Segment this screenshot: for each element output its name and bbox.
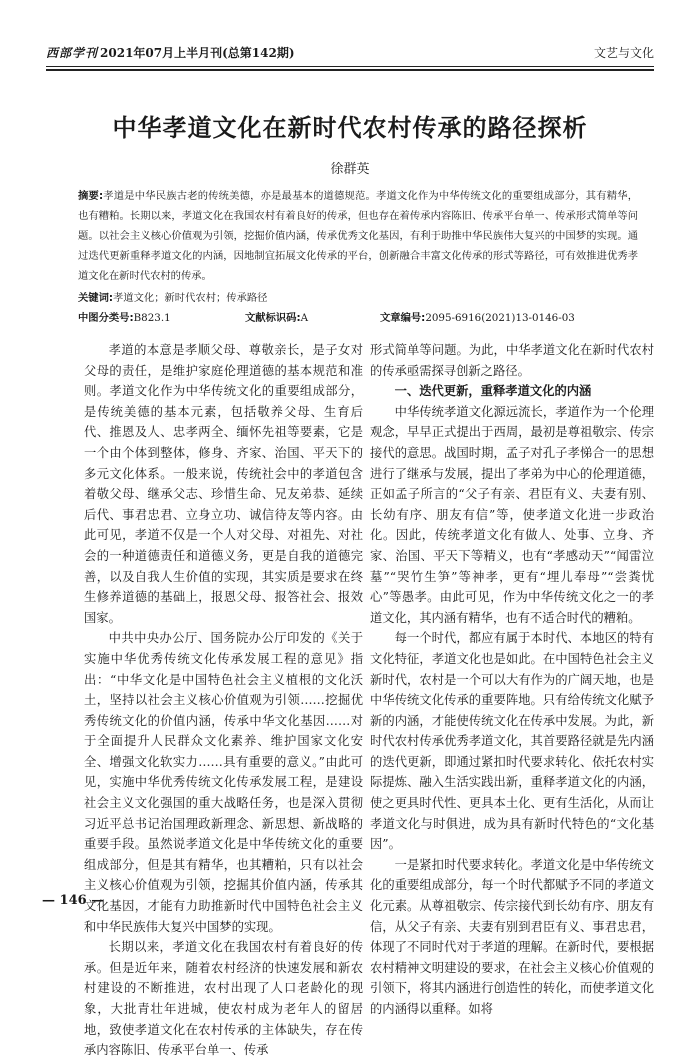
article-number-label: 文章编号: xyxy=(380,312,426,324)
article-number-value: 2095-6916(2021)13-0146-03 xyxy=(425,312,575,324)
body-paragraph: 长期以来，孝道文化在我国农村有着良好的传承。但是近年来，随着农村经济的快速发展和新农村建设的不断推进，农村出现了人口老龄化的现象，大批青壮年进城，使农村成为老年人的留居地，致使孝道文化在农村传承的主体缺失，存在传承内容陈旧、传承平台单一、传承 xyxy=(84,940,363,1058)
issue-info: 2021年07月上半月刊(总第142期) xyxy=(100,46,295,60)
abstract xyxy=(78,186,638,286)
page-number: — 146 — xyxy=(42,893,105,908)
article-title: 中华孝道文化在新时代农村传承的路径探析 xyxy=(112,113,588,142)
article-number xyxy=(380,308,575,328)
body-column-right xyxy=(370,340,654,1020)
abstract-label: 摘要: xyxy=(78,190,104,202)
clc-value: B823.1 xyxy=(133,312,171,324)
keywords-text: 孝道文化；新时代农村；传承路径 xyxy=(113,292,268,304)
body-paragraph: 一是紧扣时代要求转化。孝道文化是中华传统文化的重要组成部分，每一个时代都赋予不同的孝道文化元素。从尊祖敬宗、传宗接代到长幼有序、朋友有信，从父子有亲、夫妻有别到君臣有义、事君忠君，体现了不同时代对于孝道的理解。在新时代，要根据农村精神文明建设的要求，在社会主义核心价值观的引领下，将其内涵进行创造性的转化，而使孝道文化的内涵得以重释。如将 xyxy=(370,857,654,1016)
clc-number xyxy=(78,308,171,328)
document-code xyxy=(245,308,308,328)
article-author: 徐群英 xyxy=(330,162,370,177)
header-rule xyxy=(46,66,654,67)
keywords xyxy=(78,288,638,308)
section-heading: 一、迭代更新，重释孝道文化的内涵 xyxy=(394,384,592,399)
keywords-label: 关键词: xyxy=(78,292,114,304)
body-paragraph: 每一个时代，都应有属于本时代、本地区的特有文化特征，孝道文化也是如此。在中国特色社会主义新时代，农村是一个可以大有作为的广阔天地，也是中华传统文化传承的重要阵地。只有给传统文化赋予新的内涵，才能使传统文化在传承中发展。为此，新时代农村传承优秀孝道文化，其首要路径就是先内涵的迭代更新，即通过紧扣时代要求转化、依托农村实际提炼、融入生活实践出新，重释孝道文化的内涵，使之更具时代性、更具本土化、更有生活化，从而让孝道文化与时俱进，成为具有新时代特色的“文化基因”。 xyxy=(370,631,654,852)
header-rule-thick xyxy=(46,69,654,71)
doc-value: A xyxy=(300,312,309,324)
running-header xyxy=(46,44,654,62)
body-column-left xyxy=(84,340,363,1061)
abstract-text: 孝道是中华民族古老的传统美德，亦是最基本的道德规范。孝道文化作为中华传统文化的重要组成部分，其有精华，也有糟粕。长期以来，孝道文化在我国农村有着良好的传承，但也存在着传承内容陈旧、传承平台单一、传承形式简单等问题。以社会主义核心价值观为引领，挖掘价值内涵，传承优秀文化基因，有利于助推中华民族伟大复兴的中国梦的实现。通过迭代更新重释孝道文化的内涵，因地制宜拓展文化传承的平台，创新融合丰富文化传承的形式等路径，可有效推进优秀孝道文化在新时代农村的传承。 xyxy=(78,190,639,282)
body-paragraph: 中华传统孝道文化源远流长，孝道作为一个伦理观念，早早正式提出于西周，最初是尊祖敬宗、传宗接代的意思。战国时期，孟子对孔子孝悌合一的思想进行了继承与发展，提出了孝弟为中心的伦理道德，正如孟子所言的“父子有亲、君臣有义、夫妻有别、长幼有序、朋友有信”等，使孝道文化进一步政治化。因此，传统孝道文化有做人、处事、立身、齐家、治国、平天下等精义，也有“孝感动天”“闻雷泣墓”“哭竹生笋”等神孝，更有“埋儿奉母”“尝粪忧心”等愚孝。由此可见，作为中华传统文化之一的孝道文化，其内涵有精华，也有不适合时代的糟粕。 xyxy=(370,404,654,625)
journal-issue xyxy=(46,44,295,61)
doc-label: 文献标识码: xyxy=(245,312,301,324)
clc-label: 中图分类号: xyxy=(78,312,134,324)
body-paragraph: 形式简单等问题。为此，中华孝道文化在新时代农村的传承亟需探寻创新之路径。 xyxy=(370,343,654,378)
section-name: 文艺与文化 xyxy=(593,46,654,60)
journal-logo: 西部学刊 xyxy=(46,46,99,60)
body-paragraph: 孝道的本意是孝顺父母、尊敬亲长，是子女对父母的责任，是维护家庭伦理道德的基本规范和准则。孝道文化作为中华传统文化的重要组成部分，是传统美德的基本元素，包括敬养父母、生育后代、推恩及人、忠孝两全、缅怀先祖等要素，它是一个由个体到整体，修身、齐家、治国、平天下的多元文化体系。一般来说，传统社会中的孝道包含着敬父母、继承父志、珍惜生命、兄友弟恭、延续后代、事君忠君、立身立功、诚信待友等内容。由此可见，孝道不仅是一个人对父母、对祖先、对社会的一种道德责任和道德义务，更是自我的道德完善，以及自我人生价值的实现，其实质是要求在终生修养道德的基础上，报恩父母、报答社会、报效国家。 xyxy=(84,343,363,625)
body-paragraph: 中共中央办公厅、国务院办公厅印发的《关于实施中华优秀传统文化传承发展工程的意见》指出：“中华文化是中国特色社会主义植根的文化沃土，坚持以社会主义核心价值观为引领……挖掘优秀传统文化的价值内涵，传承中华文化基因……对于全面提升人民群众文化素养、维护国家文化安全、增强文化软实力……具有重要的意义。”由此可见，实施中华优秀传统文化传承发展工程，是建设社会主义文化强国的重大战略任务，也是深入贯彻习近平总书记治国理政新理念、新思想、新战略的重要手段。虽然说孝道文化是中华传统文化的重要组成部分，但是其有精华，也其糟粕，只有以社会主义核心价值观为引领，挖掘其价值内涵，传承其文化基因，才能有力助推新时代中国特色社会主义和中华民族伟大复兴中国梦的实现。 xyxy=(84,631,363,934)
classification-info xyxy=(78,308,638,328)
